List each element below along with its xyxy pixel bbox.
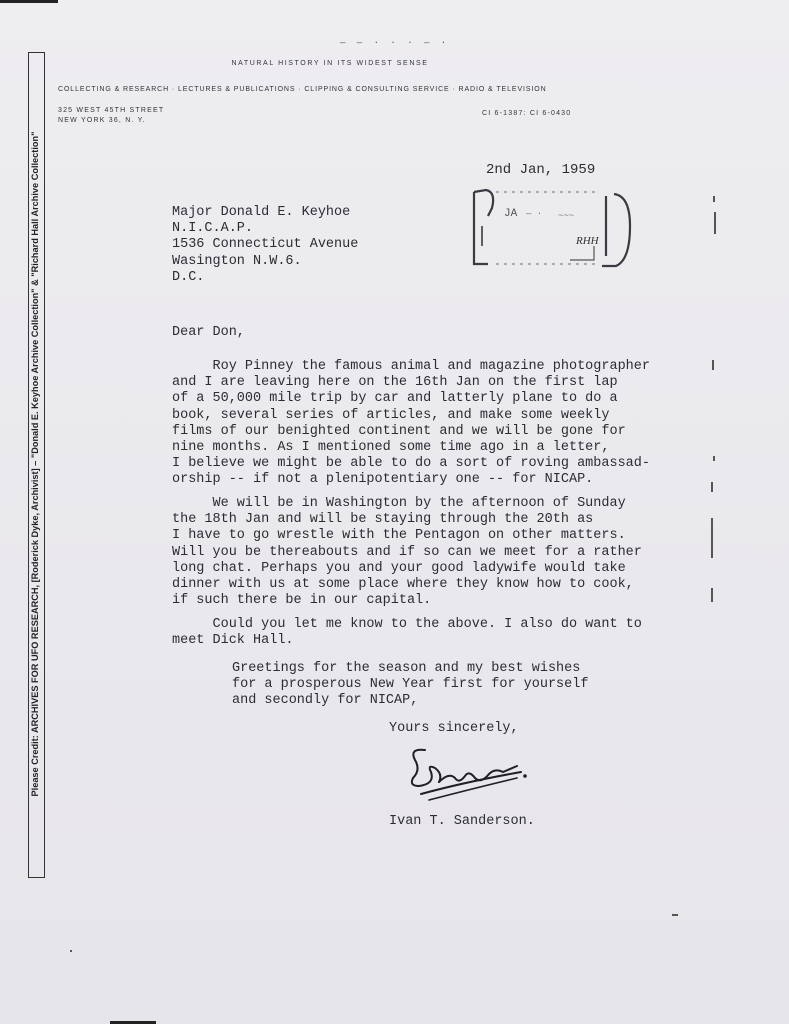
address-line-2: NEW YORK 36, N. Y.: [58, 117, 146, 124]
margin-speck: [711, 518, 713, 558]
paragraph-3: Could you let me know to the above. I also do want to meet Dick Hall.: [172, 617, 642, 649]
margin-speck: [711, 482, 713, 492]
letterhead-phone: CI 6-1387: CI 6-0430: [482, 110, 572, 117]
recipient-address: Major Donald E. Keyhoe N.I.C.A.P. 1536 Connecticut Avenue Wasington N.W.6. D.C.: [172, 205, 359, 285]
paragraph-4: Greetings for the season and my best wishes for a prosperous New Year first for yourself and secondly for NICAP,: [232, 661, 589, 709]
letterhead-services: COLLECTING & RESEARCH · LECTURES & PUBLICATIONS · CLIPPING & CONSULTING SERVICE · RADIO & TELEVISION: [58, 86, 547, 93]
paragraph-1: Roy Pinney the famous animal and magazine photographer and I are leaving here on the 16th Jan on the first lap of a 50,000 mile trip by car and latterly plane to do a book, several series of articles, and make some weekly films of our benighted continent and we will be gone for nine months. As I mentioned some time ago in a letter, I believe we might be able to do a sort of roving ambassad- orship -- if not a plenipotentiary one -- for NICAP.: [172, 359, 650, 488]
letterhead-address: [58, 106, 164, 126]
paragraph-2: We will be in Washington by the afternoon of Sunday the 18th Jan and will be staying through the 20th as I have to go wrestle with the Pentagon on other matters. Will you be thereabouts and if so can we meet for a rather long chat. Perhaps you and your good ladywife would take dinner with us at some place where they know how to cook, if such there be in our capital.: [172, 496, 642, 609]
address-line-1: 325 WEST 45TH STREET: [58, 107, 165, 114]
received-stamp: [466, 186, 636, 270]
margin-speck: [672, 914, 678, 916]
margin-speck: [713, 196, 715, 202]
margin-speck: [713, 456, 715, 461]
top-dash-marks: — — · · · — ·: [340, 38, 450, 48]
signature-graphic: [405, 742, 535, 808]
svg-text:~~~: ~~~: [558, 211, 575, 221]
margin-speck: [70, 950, 72, 952]
stamp-partial-text: JA: [504, 208, 518, 220]
stamp-initials: RHH: [576, 235, 599, 247]
handwritten-signature: [405, 742, 535, 808]
signer-name: Ivan T. Sanderson.: [389, 814, 535, 829]
svg-text:— ·: — ·: [526, 209, 543, 219]
margin-speck: [714, 212, 716, 234]
margin-speck: [711, 588, 713, 602]
salutation: Dear Don,: [172, 325, 245, 340]
edge-mark: [0, 0, 58, 3]
letterhead-tagline: NATURAL HISTORY IN ITS WIDEST SENSE: [231, 60, 429, 67]
archive-credit-text: Please Credit: ARCHIVES FOR UFO RESEARCH, [Roderick Dyke, Archivist] – "Donald E. Keyhoe Archive Collection" & "Richard Hall Archive Collection": [30, 131, 40, 797]
margin-speck: [712, 360, 714, 370]
received-stamp-graphic: [466, 186, 636, 270]
letter-date: 2nd Jan, 1959: [486, 162, 596, 178]
closing: Yours sincerely,: [389, 721, 519, 736]
